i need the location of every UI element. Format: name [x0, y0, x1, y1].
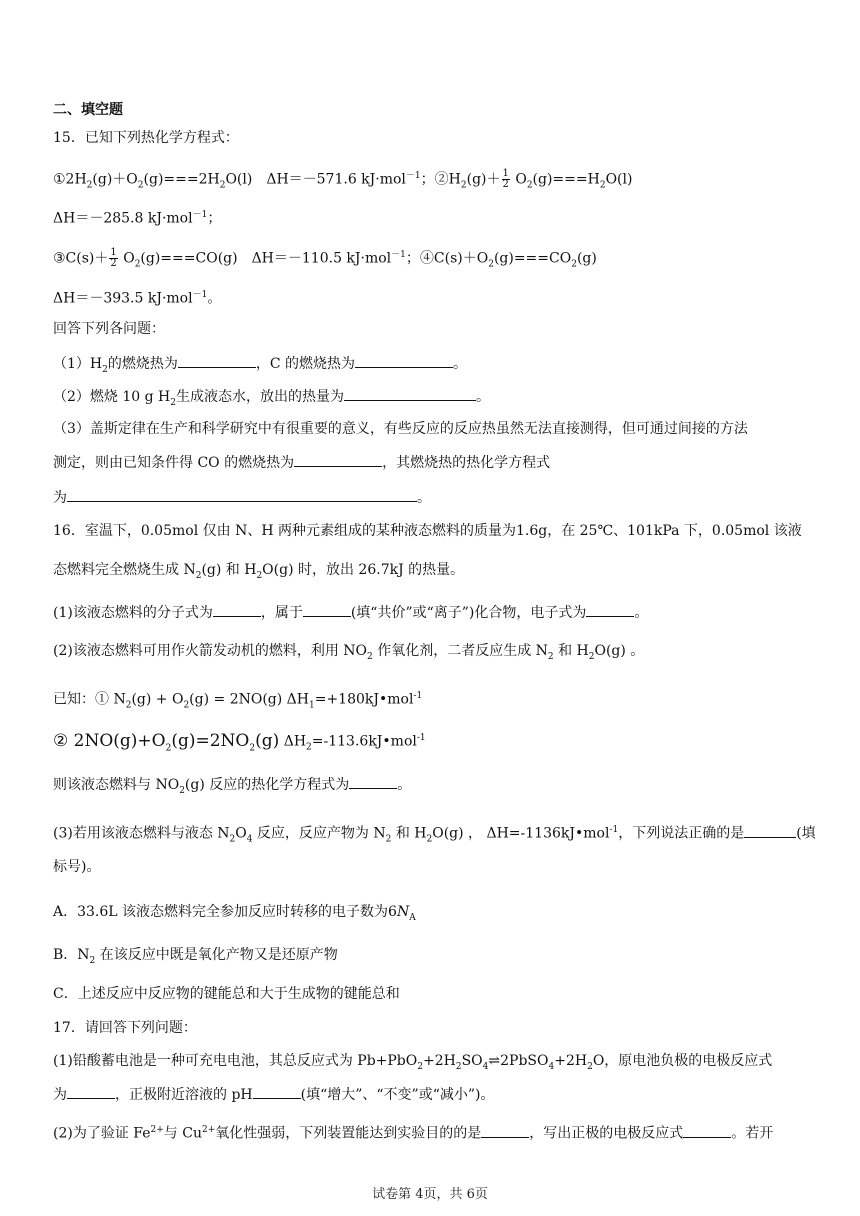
answer-blank[interactable]: [683, 1123, 731, 1138]
q16-known-2: ② $2NO(g)+O_2(g)=2NO_2(g)$ $\Delta H_2=-113.6kJ•mol^{-1}$: [53, 730, 426, 754]
q15-part3-line3: 为 。: [53, 487, 820, 508]
q16-option-c: C．上述反应中反应物的键能总和大于生成物的键能总和: [53, 986, 400, 1002]
page-footer: 试卷第 4页，共 6页: [372, 1187, 488, 1202]
answer-blank[interactable]: [344, 386, 476, 401]
q17-sub2: (2)为了验证 $Fe^{2+}$与 $Cu^{2+}$氧化性强弱，下列装置能达到实验目的的是 ，写出正极的电极反应式 。若开: [53, 1120, 820, 1144]
q16-then: 则该液态燃料与 $NO_2(g)$ 反应的热化学方程式为 。: [53, 774, 820, 801]
answer-blank[interactable]: [586, 602, 634, 617]
answer-blank[interactable]: [481, 1123, 529, 1138]
q15-part2: （2）燃烧 10 g $H_2$生成液态水，放出的热量为 。: [53, 386, 820, 413]
q16-sub3-line2: 标号)。: [53, 859, 101, 875]
q17-sub1-line2: 为 ，正极附近溶液的 pH (填“增大”、“不变”或“减小”)。: [53, 1084, 820, 1105]
answer-blank[interactable]: [349, 774, 397, 789]
q16-sub1: (1)该液态燃料的分子式为 ，属于 (填“共价”或“离子”)化合物，电子式为 。: [53, 602, 820, 623]
section-title: 二、填空题: [53, 102, 123, 118]
answer-blank[interactable]: [744, 823, 796, 838]
q15-dh4: ΔH＝－393.5 kJ·mol$^{-1}$。: [53, 290, 222, 307]
answer-blank[interactable]: [67, 487, 417, 502]
fraction-one-half: $\frac{1}{2}$: [502, 168, 509, 191]
q17-stem: 17．请回答下列问题：: [53, 1020, 197, 1036]
q16-known-1: 已知：① $N_2(g) + O_2(g) = 2NO(g)$ $\Delta H_1=+180kJ•mol^{-1}$: [53, 691, 423, 711]
q16-sub2: (2)该液态燃料可用作火箭发动机的燃料，利用 $NO_2$ 作氧化剂，二者反应生成 $N_2$ 和 $H_2O(g)$ 。: [53, 643, 645, 662]
q15-dh2: ΔH＝－285.8 kJ·mol$^{-1}$；: [53, 210, 222, 227]
q15-stem: 15．已知下列热化学方程式：: [53, 130, 239, 146]
q16-line1: 16．室温下，0.05mol 仅由 N、H 两种元素组成的某种液态燃料的质量为1.6g，在 25℃、101kPa 下，0.05mol 该液: [53, 523, 802, 539]
answer-blank[interactable]: [253, 1084, 301, 1099]
q16-option-a: A．33.6L 该液态燃料完全参加反应时转移的电子数为$6N_A$: [53, 904, 416, 923]
q16-option-b: B．$N_2$ 在该反应中既是氧化产物又是还原产物: [53, 947, 338, 966]
answer-blank[interactable]: [67, 1084, 115, 1099]
answer-blank[interactable]: [303, 602, 351, 617]
q15-equations-1-2: $①2H_2(g)+O_2(g)===2H_2O(l)$ ΔH＝－571.6 kJ·mol$^{-1}$；$②H_2(g)+$ $\frac{1}{2}$ $O_2(g)===H_2O(l)$: [53, 168, 633, 191]
q17-sub1: (1)铅酸蓄电池是一种可充电电池，其总反应式为 $Pb+PbO_2+2H_2SO_4\rightleftharpoons 2PbSO_4+2H_2O$，原电池负极的电极反应式: [53, 1053, 773, 1072]
q16-sub3: (3)若用该液态燃料与液态 $N_2O_4$ 反应，反应产物为 $N_2$ 和 $H_2O(g)$ ， ΔH=-1136kJ•mol$^{-1}$，下列说法正确的是 (填: [53, 820, 820, 849]
q15-part3-line2: 测定，则由已知条件得 CO 的燃烧热为 ，其燃烧热的热化学方程式: [53, 452, 820, 473]
q16-line2: 态燃料完全燃烧生成 $N_2(g)$ 和 $H_2O(g)$ 时，放出 26.7kJ 的热量。: [53, 562, 465, 581]
fraction-one-half: $\frac{1}{2}$: [110, 247, 117, 270]
answer-blank[interactable]: [213, 602, 261, 617]
answer-blank[interactable]: [355, 353, 453, 368]
answer-blank[interactable]: [178, 353, 256, 368]
q15-prompt: 回答下列各问题：: [53, 321, 165, 337]
q15-equations-3-4: ③C(s)＋ $\frac{1}{2}$ $O_2(g)===CO(g)$ ΔH＝－110.5 kJ·mol$^{-1}$；$④C(s)+O_2(g)===CO_2(g)$: [53, 247, 597, 270]
q15-part3-line1: （3）盖斯定律在生产和科学研究中有很重要的意义，有些反应的反应热虽然无法直接测得，但可通过间接的方法: [53, 421, 748, 437]
answer-blank[interactable]: [294, 452, 382, 467]
q15-part1: $(1)H_2$的燃烧热为 ，C 的燃烧热为 。: [53, 353, 820, 380]
